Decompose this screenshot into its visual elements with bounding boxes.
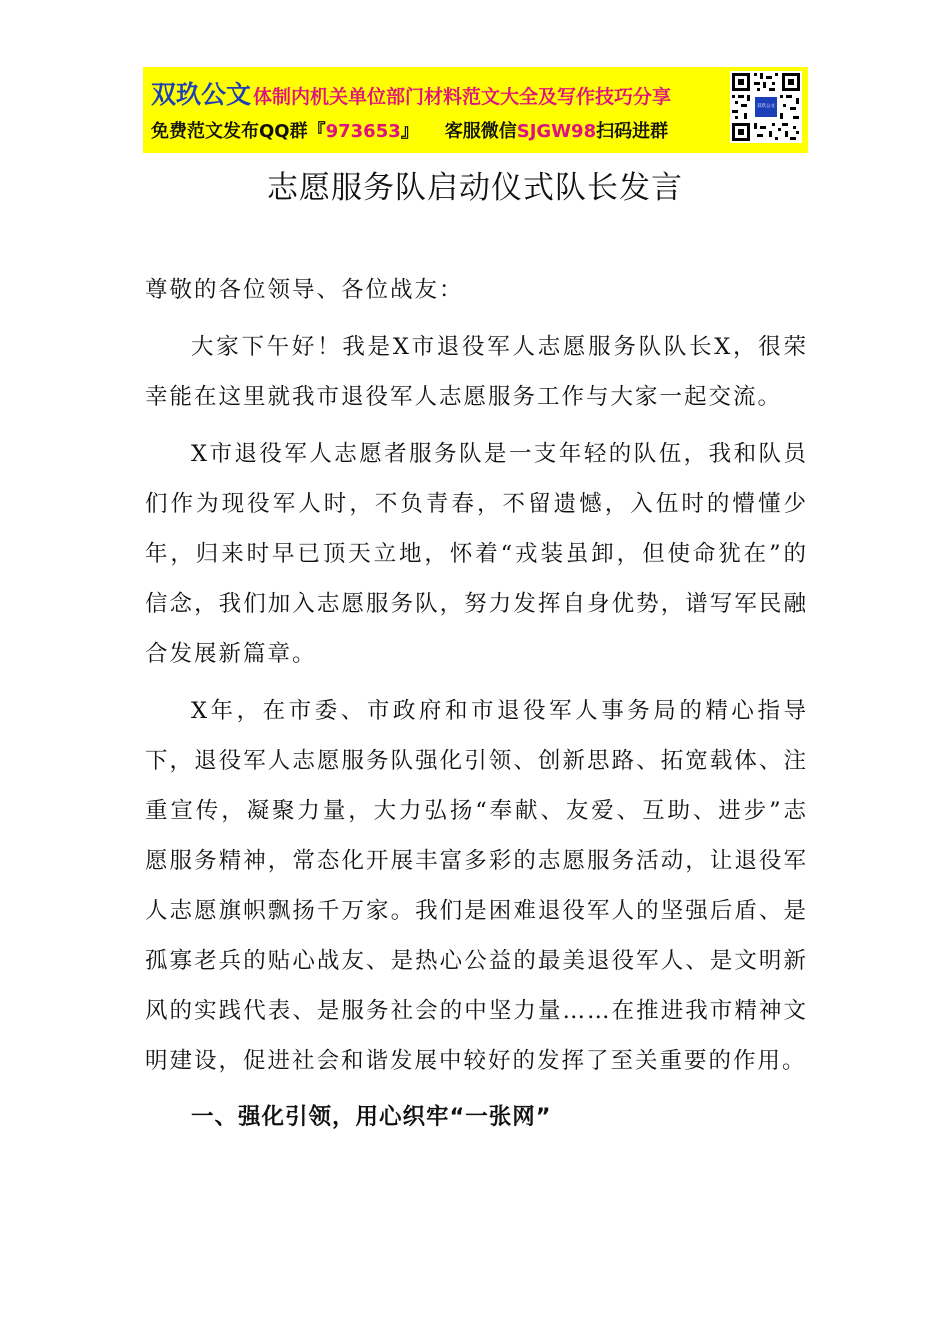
qr-logo-text: 双玖公文 [757,104,775,109]
qr-code-icon[interactable] [730,71,802,143]
wechat-join-label: 扫码进群 [596,121,669,142]
qq-group-label: 免费范文发布QQ群『 [151,121,326,142]
paragraph: X年，在市委、市政府和市退役军人事务局的精心指导下，退役军人志愿服务队强化引领、创新思路、拓宽载体、注重宣传，凝聚力量，大力弘扬“奉献、友爱、互助、进步”志愿服务精神，常态化开展丰富多彩的志愿服务活动，让退役军人志愿旗帜飘扬千万家。我们是困难退役军人的坚强后盾、是孤寡老兵的贴心战友、是热心公益的最美退役军人、是文明新风的实践代表、是服务社会的中坚力量……在推进我市精神文明建设，促进社会和谐发展中较好的发挥了至关重要的作用。 [145,698,808,1074]
document-body [145,265,808,1142]
banner-contact-line [151,117,668,143]
section-heading: 一、强化引领，用心织牢“一张网” [191,1104,552,1130]
brand-name: 双玖公文 [151,80,252,109]
banner-headline [151,75,671,111]
qq-group-number: 973653 [325,121,401,142]
qq-group-label-end: 』 [400,121,419,142]
paragraph: X市退役军人志愿者服务队是一支年轻的队伍，我和队员们作为现役军人时，不负青春，不留遗憾，入伍时的懵懂少年，归来时早已顶天立地，怀着“戎装虽卸，但使命犹在”的信念，我们加入志愿服务队，努力发挥自身优势，谱写军民融合发展新篇章。 [145,441,808,667]
page-title: 志愿服务队启动仪式队长发言 [267,170,683,206]
wechat-label: 客服微信 [444,121,517,142]
promo-banner [143,67,808,153]
qr-code-graphic [730,71,802,143]
paragraph: 大家下午好！我是X市退役军人志愿服务队队长X，很荣幸能在这里就我市退役军人志愿服务工作与大家一起交流。 [145,334,808,410]
salutation: 尊敬的各位领导、各位战友： [145,277,464,303]
wechat-id: SJGW98 [516,121,597,142]
banner-slogan: 体制内机关单位部门材料范文大全及写作技巧分享 [253,86,672,108]
